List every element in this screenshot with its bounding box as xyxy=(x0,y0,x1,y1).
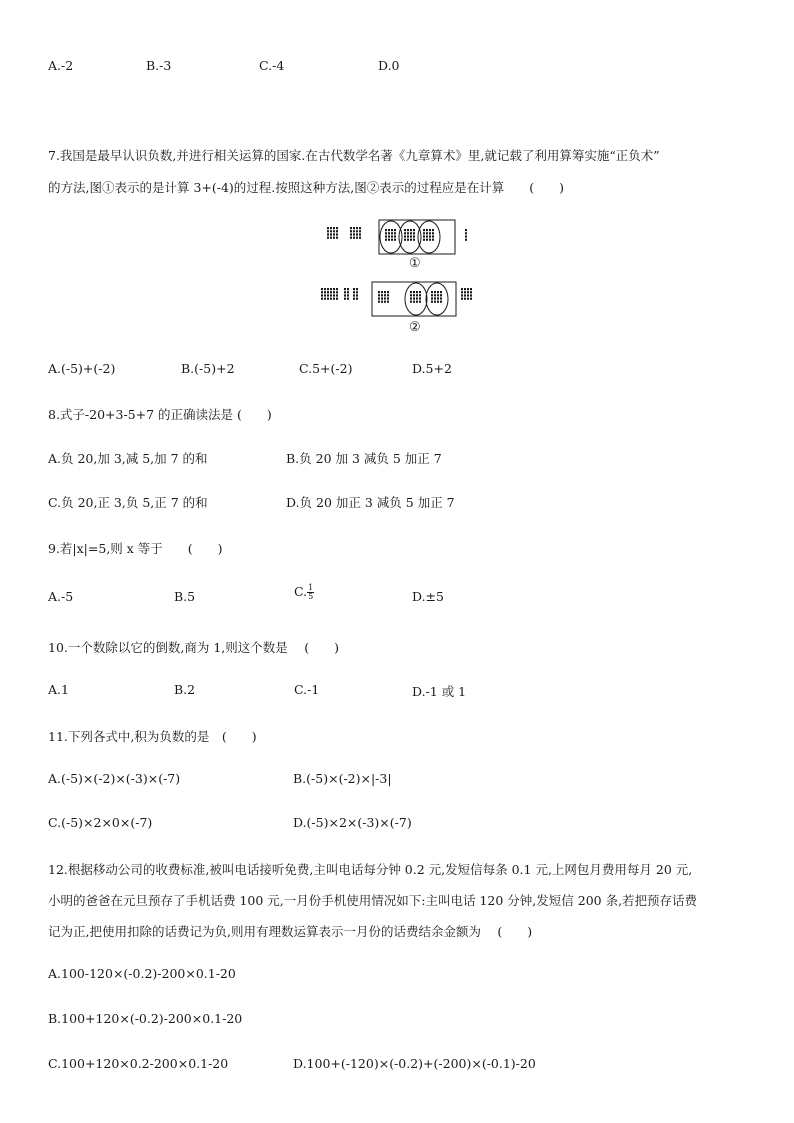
q12-option-b: B.100+120×(-0.2)-200×0.1-20 xyxy=(48,1011,243,1026)
q9-stem: 9.若|x|=5,则 x 等于 ( ) xyxy=(48,541,223,556)
q7-stem-line2: 的方法,图①表示的是计算 3+(-4)的过程.按照这种方法,图②表示的过程应是在计算 ( ) xyxy=(48,180,565,195)
q7-option-d: D.5+2 xyxy=(412,361,452,376)
q9-option-c-letter: C. xyxy=(294,584,308,599)
rod-cluster xyxy=(353,288,358,300)
q12-stem-line1: 12.根据移动公司的收费标准,被叫电话接听免费,主叫电话每分钟 0.2 元,发短信每条 0.1 元,上网包月费用每月 20 元, xyxy=(48,862,693,877)
q7-option-c: C.5+(-2) xyxy=(299,361,353,376)
q11-stem: 11.下列各式中,积为负数的是 ( ) xyxy=(48,729,257,744)
figure1-label: ① xyxy=(409,256,421,271)
rod-cluster xyxy=(385,229,390,241)
rod-cluster xyxy=(404,229,409,241)
rod-cluster xyxy=(378,291,389,303)
q12-stem-line2: 小明的爸爸在元旦预存了手机话费 100 元,一月份手机使用情况如下:主叫电话 120 分钟,发短信 200 条,若把预存话费 xyxy=(48,893,698,908)
q9-option-c xyxy=(294,584,314,601)
q7-option-a: A.(-5)+(-2) xyxy=(48,361,116,376)
q9-option-b: B.5 xyxy=(174,589,196,604)
rod-cluster xyxy=(350,227,361,239)
q10-option-d: D.-1 或 1 xyxy=(412,684,467,699)
q6-option-d: D.0 xyxy=(378,58,400,73)
q11-option-d: D.(-5)×2×(-3)×(-7) xyxy=(293,815,412,830)
counting-rods-diagram xyxy=(318,214,478,340)
q6-option-a: A.-2 xyxy=(48,58,74,73)
rod-cluster xyxy=(461,288,472,300)
q11-option-a: A.(-5)×(-2)×(-3)×(-7) xyxy=(48,771,181,786)
q8-option-a: A.负 20,加 3,减 5,加 7 的和 xyxy=(48,451,208,466)
rod-cluster xyxy=(410,291,415,303)
q12-stem-line3: 记为正,把使用扣除的话费记为负,则用有理数运算表示一月份的话费结余金额为 ( ) xyxy=(48,924,533,939)
rod-cluster xyxy=(416,291,421,303)
q12-option-d: D.100+(-120)×(-0.2)+(-200)×(-0.1)-20 xyxy=(293,1056,536,1071)
rod-cluster xyxy=(327,227,338,239)
q8-option-b: B.负 20 加 3 减负 5 加正 7 xyxy=(286,451,442,466)
q6-option-b: B.-3 xyxy=(146,58,172,73)
figure2-label: ② xyxy=(409,320,421,335)
q10-option-a: A.1 xyxy=(48,682,69,697)
rod-cluster xyxy=(410,229,415,241)
q9-option-a: A.-5 xyxy=(48,589,74,604)
rod-cluster xyxy=(437,291,442,303)
q10-option-b: B.2 xyxy=(174,682,196,697)
q7-stem-line1: 7.我国是最早认识负数,并进行相关运算的国家.在古代数学名著《九章算术》里,就记载了利用算筹实施“正负术” xyxy=(48,148,660,163)
q8-option-d: D.负 20 加正 3 减负 5 加正 7 xyxy=(286,495,455,510)
one-fifth-fraction xyxy=(307,584,314,601)
fraction-numerator: 1 xyxy=(308,583,314,592)
rod-cluster xyxy=(431,291,436,303)
q9-option-d: D.±5 xyxy=(412,589,444,604)
rod-cluster xyxy=(465,229,467,241)
fraction-denominator: 5 xyxy=(308,592,314,601)
q11-option-b: B.(-5)×(-2)×|-3| xyxy=(293,771,392,786)
q7-option-b: B.(-5)+2 xyxy=(181,361,235,376)
counting-rods-figure xyxy=(318,214,478,340)
q6-option-c: C.-4 xyxy=(259,58,285,73)
q8-stem: 8.式子-20+3-5+7 的正确读法是 ( ) xyxy=(48,407,272,422)
q10-option-c: C.-1 xyxy=(294,682,320,697)
rod-cluster xyxy=(423,229,428,241)
q10-stem: 10.一个数除以它的倒数,商为 1,则这个数是 ( ) xyxy=(48,640,339,655)
rod-cluster xyxy=(344,288,349,300)
q8-option-c: C.负 20,正 3,负 5,正 7 的和 xyxy=(48,495,208,510)
rod-cluster xyxy=(391,229,396,241)
rod-cluster xyxy=(429,229,434,241)
q11-option-c: C.(-5)×2×0×(-7) xyxy=(48,815,153,830)
q12-option-a: A.100-120×(-0.2)-200×0.1-20 xyxy=(48,966,236,981)
q12-option-c: C.100+120×0.2-200×0.1-20 xyxy=(48,1056,229,1071)
rod-cluster xyxy=(321,288,338,300)
